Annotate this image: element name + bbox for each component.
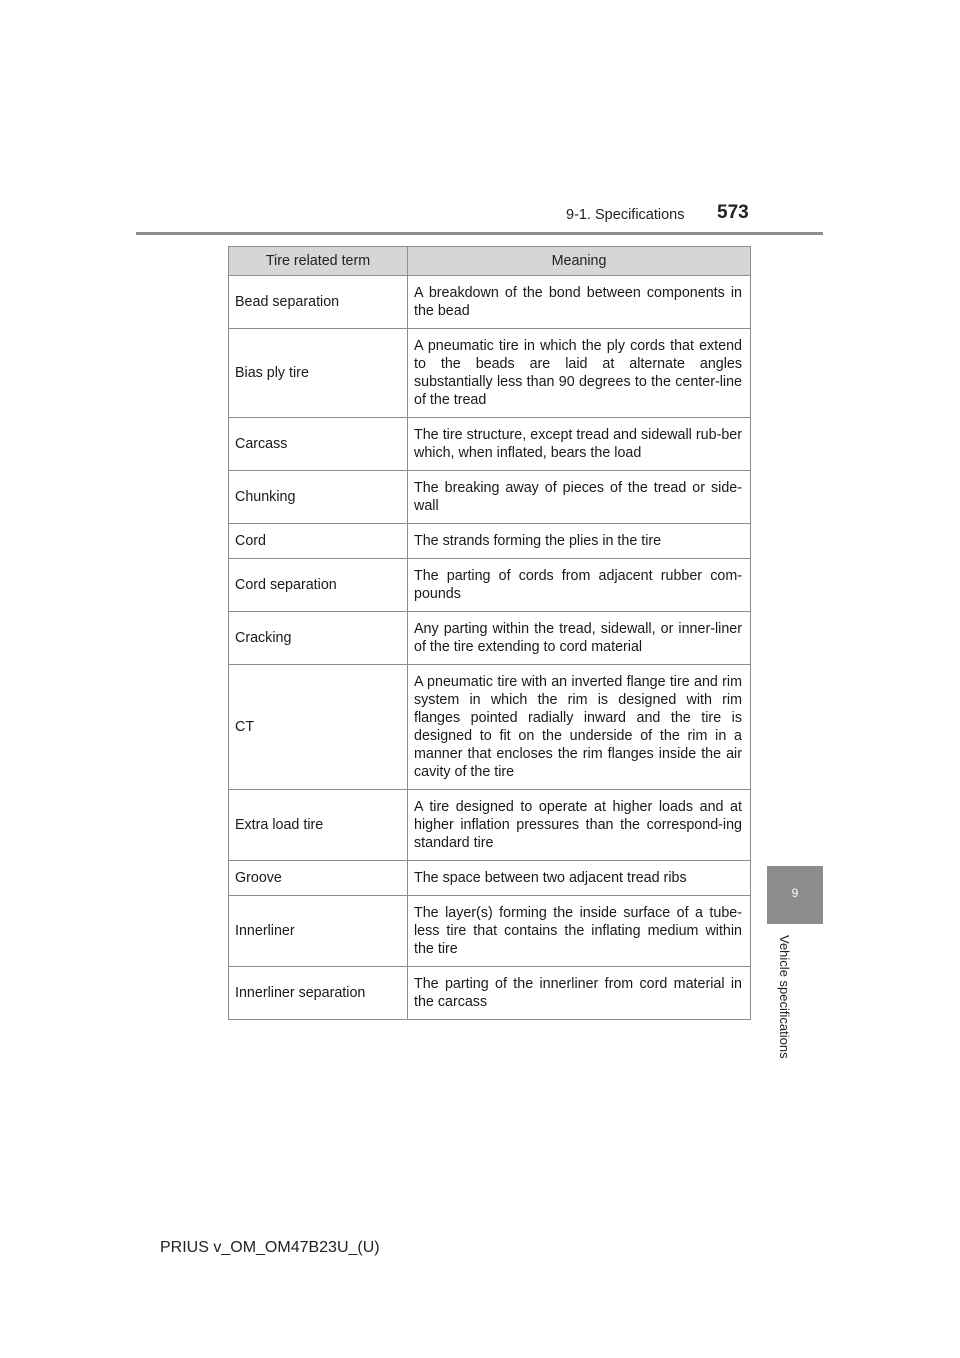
meaning-cell: Any parting within the tread, sidewall, or inner-liner of the tire extending to cord material (408, 612, 751, 665)
table-row (229, 276, 751, 329)
meaning-cell: A tire designed to operate at higher loads and at higher inflation pressures than the correspond-ing standard tire (408, 790, 751, 861)
header-divider (136, 232, 823, 235)
meaning-cell: The layer(s) forming the inside surface of a tube-less tire that contains the inflating medium within the tire (408, 896, 751, 967)
meaning-cell: The breaking away of pieces of the tread or side-wall (408, 471, 751, 524)
term-cell: Cord separation (229, 559, 408, 612)
chapter-tab (767, 866, 823, 924)
section-title: 9-1. Specifications (566, 207, 685, 223)
table-row (229, 471, 751, 524)
meaning-cell: The parting of the innerliner from cord material in the carcass (408, 967, 751, 1020)
tire-terms-table (228, 246, 751, 1020)
meaning-cell: The parting of cords from adjacent rubber com-pounds (408, 559, 751, 612)
term-cell: Innerliner separation (229, 967, 408, 1020)
meaning-cell: The tire structure, except tread and sidewall rub-ber which, when inflated, bears the load (408, 418, 751, 471)
table-row (229, 967, 751, 1020)
page-number: 573 (717, 202, 749, 223)
table-row (229, 559, 751, 612)
term-cell: Chunking (229, 471, 408, 524)
meaning-cell: The space between two adjacent tread ribs (408, 861, 751, 896)
meaning-cell: A pneumatic tire in which the ply cords that extend to the beads are laid at alternate angles substantially less than 90 degrees to the center-line of the tread (408, 329, 751, 418)
term-cell: Carcass (229, 418, 408, 471)
meaning-cell: A breakdown of the bond between components in the bead (408, 276, 751, 329)
table-row (229, 612, 751, 665)
term-cell: Cord (229, 524, 408, 559)
table-row (229, 418, 751, 471)
term-cell: Cracking (229, 612, 408, 665)
term-cell: Innerliner (229, 896, 408, 967)
meaning-cell: A pneumatic tire with an inverted flange tire and rim system in which the rim is designed with rim flanges pointed radially inward and the tire is designed to fit on the underside of the rim in a manner that encloses the rim flanges inside the air cavity of the tire (408, 665, 751, 790)
table-row (229, 665, 751, 790)
term-cell: Extra load tire (229, 790, 408, 861)
page-header (0, 0, 960, 240)
term-cell: Bead separation (229, 276, 408, 329)
meaning-cell: The strands forming the plies in the tire (408, 524, 751, 559)
term-cell: Bias ply tire (229, 329, 408, 418)
chapter-number: 9 (791, 886, 799, 900)
document-code: PRIUS v_OM_OM47B23U_(U) (160, 1239, 380, 1256)
table-row (229, 790, 751, 861)
column-header-meaning: Meaning (408, 247, 751, 276)
table-header-row (229, 247, 751, 276)
table-row (229, 861, 751, 896)
column-header-term: Tire related term (229, 247, 408, 276)
term-cell: Groove (229, 861, 408, 896)
term-cell: CT (229, 665, 408, 790)
table-row (229, 896, 751, 967)
chapter-label: Vehicle specifications (777, 935, 792, 1059)
table-row (229, 329, 751, 418)
table-row (229, 524, 751, 559)
